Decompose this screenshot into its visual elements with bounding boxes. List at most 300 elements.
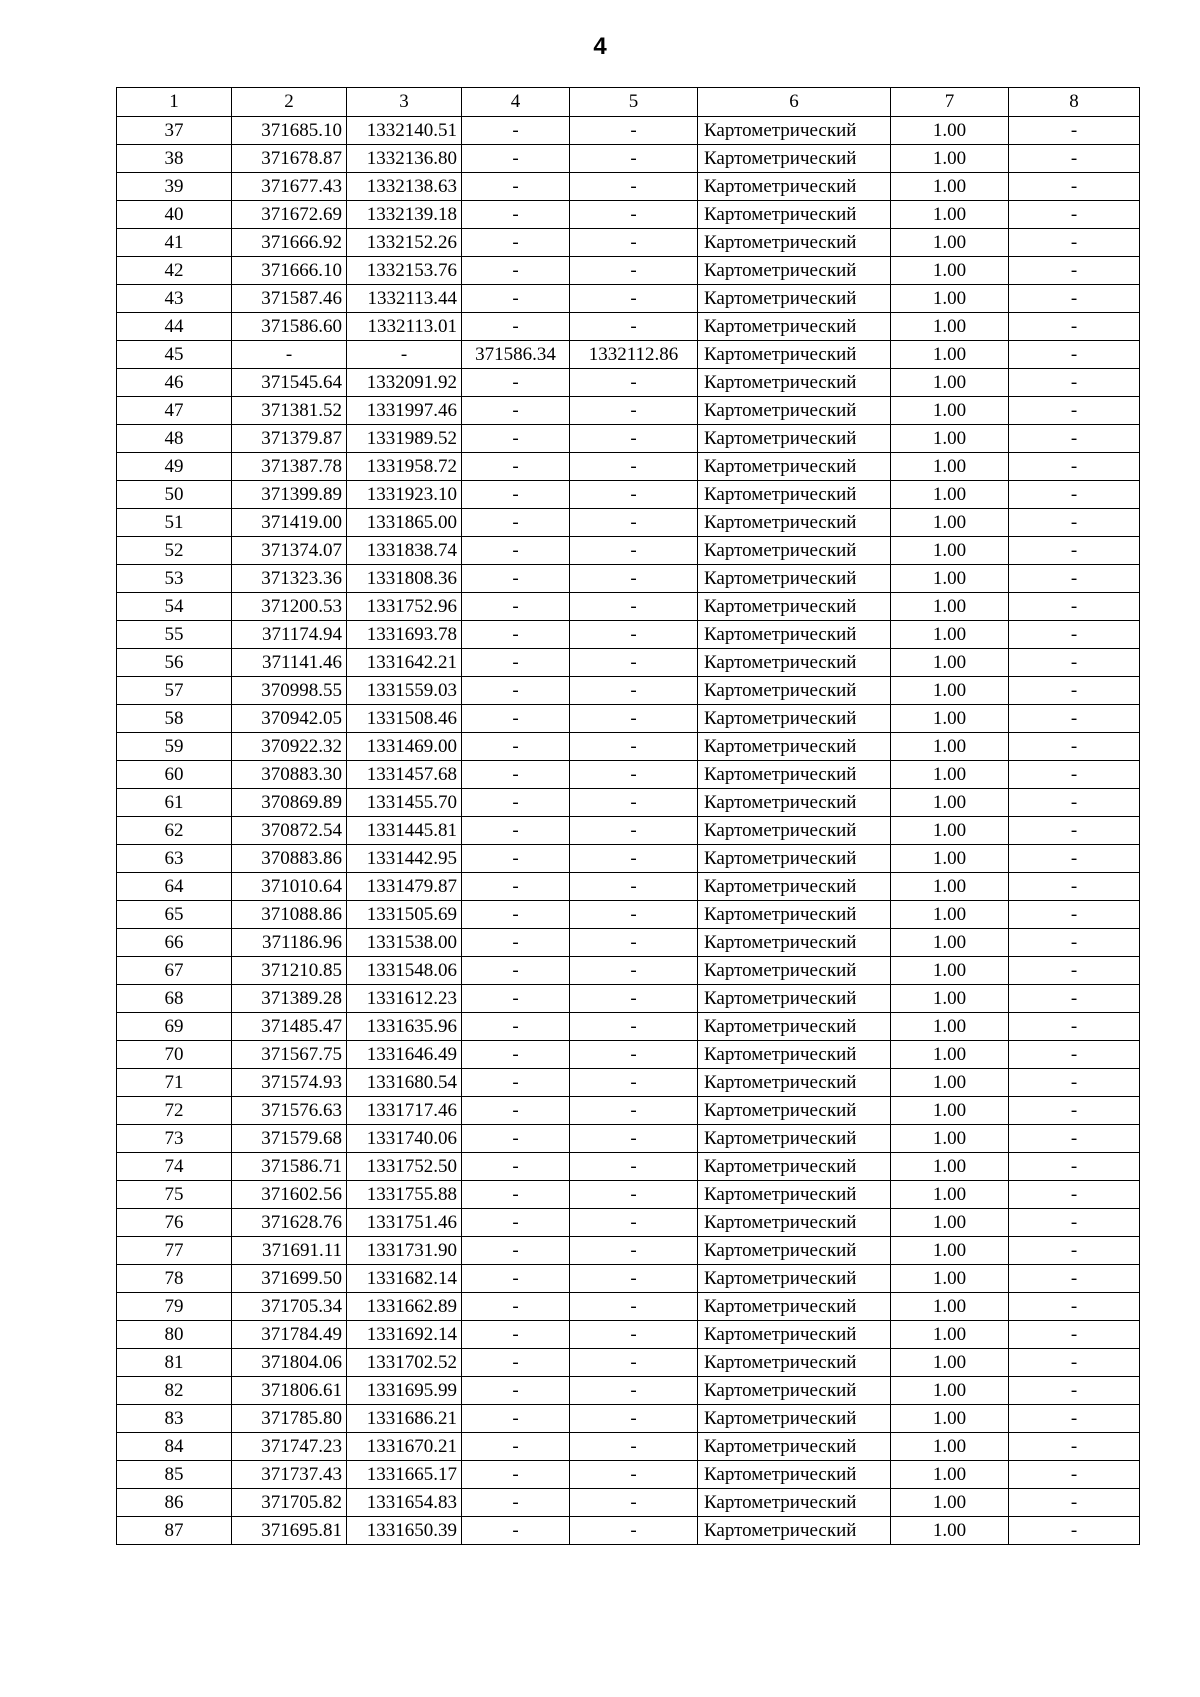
y-coordinate-cell: 1331469.00 (347, 733, 462, 761)
y-new-cell: 1332112.86 (570, 341, 698, 369)
accuracy-cell: 1.00 (891, 1237, 1009, 1265)
column-header-3: 3 (347, 88, 462, 117)
note-cell: - (1009, 1097, 1140, 1125)
method-cell: Картометрический (698, 313, 891, 341)
accuracy-cell: 1.00 (891, 1125, 1009, 1153)
method-cell: Картометрический (698, 649, 891, 677)
accuracy-cell: 1.00 (891, 1013, 1009, 1041)
accuracy-cell: 1.00 (891, 257, 1009, 285)
x-coordinate-cell: 371587.46 (232, 285, 347, 313)
accuracy-cell: 1.00 (891, 817, 1009, 845)
y-coordinate-cell: 1331538.00 (347, 929, 462, 957)
note-cell: - (1009, 453, 1140, 481)
y-coordinate-cell: 1331455.70 (347, 789, 462, 817)
note-cell: - (1009, 761, 1140, 789)
y-coordinate-cell: 1331838.74 (347, 537, 462, 565)
x-new-cell: - (462, 453, 570, 481)
accuracy-cell: 1.00 (891, 1097, 1009, 1125)
y-new-cell: - (570, 1013, 698, 1041)
table-row (117, 201, 1140, 229)
method-cell: Картометрический (698, 201, 891, 229)
column-header-7: 7 (891, 88, 1009, 117)
note-cell: - (1009, 1041, 1140, 1069)
table-row (117, 817, 1140, 845)
x-new-cell: - (462, 229, 570, 257)
y-coordinate-cell: 1331442.95 (347, 845, 462, 873)
x-coordinate-cell: 371379.87 (232, 425, 347, 453)
method-cell: Картометрический (698, 1069, 891, 1097)
method-cell: Картометрический (698, 1321, 891, 1349)
accuracy-cell: 1.00 (891, 173, 1009, 201)
accuracy-cell: 1.00 (891, 313, 1009, 341)
accuracy-cell: 1.00 (891, 1153, 1009, 1181)
x-new-cell: - (462, 1013, 570, 1041)
method-cell: Картометрический (698, 453, 891, 481)
y-new-cell: - (570, 621, 698, 649)
accuracy-cell: 1.00 (891, 1209, 1009, 1237)
x-new-cell: - (462, 257, 570, 285)
y-coordinate-cell: 1331665.17 (347, 1461, 462, 1489)
y-new-cell: - (570, 705, 698, 733)
point-number-cell: 76 (117, 1209, 232, 1237)
point-number-cell: 38 (117, 145, 232, 173)
method-cell: Картометрический (698, 817, 891, 845)
x-new-cell: - (462, 537, 570, 565)
accuracy-cell: 1.00 (891, 285, 1009, 313)
x-coordinate-cell: - (232, 341, 347, 369)
x-coordinate-cell: 371210.85 (232, 957, 347, 985)
table-row (117, 957, 1140, 985)
method-cell: Картометрический (698, 229, 891, 257)
table-row (117, 1489, 1140, 1517)
table-row (117, 593, 1140, 621)
point-number-cell: 59 (117, 733, 232, 761)
table-row (117, 117, 1140, 145)
table-row (117, 901, 1140, 929)
x-new-cell: - (462, 565, 570, 593)
table-row (117, 761, 1140, 789)
x-coordinate-cell: 370872.54 (232, 817, 347, 845)
table-row (117, 649, 1140, 677)
point-number-cell: 71 (117, 1069, 232, 1097)
y-coordinate-cell: 1331445.81 (347, 817, 462, 845)
y-new-cell: - (570, 145, 698, 173)
method-cell: Картометрический (698, 1041, 891, 1069)
note-cell: - (1009, 509, 1140, 537)
note-cell: - (1009, 1405, 1140, 1433)
x-coordinate-cell: 371666.10 (232, 257, 347, 285)
point-number-cell: 63 (117, 845, 232, 873)
y-coordinate-cell: 1331612.23 (347, 985, 462, 1013)
x-new-cell: - (462, 817, 570, 845)
table-row (117, 369, 1140, 397)
x-new-cell: - (462, 1041, 570, 1069)
y-new-cell: - (570, 845, 698, 873)
y-coordinate-cell: 1332138.63 (347, 173, 462, 201)
method-cell: Картометрический (698, 1181, 891, 1209)
point-number-cell: 42 (117, 257, 232, 285)
y-coordinate-cell: 1332153.76 (347, 257, 462, 285)
y-new-cell: - (570, 1237, 698, 1265)
x-new-cell: - (462, 1181, 570, 1209)
method-cell: Картометрический (698, 1461, 891, 1489)
table-body (117, 88, 1140, 1545)
x-coordinate-cell: 370883.30 (232, 761, 347, 789)
x-coordinate-cell: 371186.96 (232, 929, 347, 957)
x-coordinate-cell: 371485.47 (232, 1013, 347, 1041)
y-new-cell: - (570, 957, 698, 985)
page-number: 4 (593, 33, 607, 60)
table-row (117, 1517, 1140, 1545)
x-coordinate-cell: 371785.80 (232, 1405, 347, 1433)
x-coordinate-cell: 371010.64 (232, 873, 347, 901)
table-row (117, 145, 1140, 173)
point-number-cell: 48 (117, 425, 232, 453)
y-new-cell: - (570, 1433, 698, 1461)
method-cell: Картометрический (698, 1433, 891, 1461)
point-number-cell: 67 (117, 957, 232, 985)
x-new-cell: - (462, 1069, 570, 1097)
y-coordinate-cell: 1332152.26 (347, 229, 462, 257)
y-new-cell: - (570, 1489, 698, 1517)
table-row (117, 1041, 1140, 1069)
x-coordinate-cell: 371806.61 (232, 1377, 347, 1405)
accuracy-cell: 1.00 (891, 1349, 1009, 1377)
table-row (117, 845, 1140, 873)
point-number-cell: 61 (117, 789, 232, 817)
x-coordinate-cell: 371389.28 (232, 985, 347, 1013)
x-new-cell: - (462, 173, 570, 201)
note-cell: - (1009, 201, 1140, 229)
y-new-cell: - (570, 677, 698, 705)
note-cell: - (1009, 1069, 1140, 1097)
accuracy-cell: 1.00 (891, 621, 1009, 649)
method-cell: Картометрический (698, 537, 891, 565)
x-new-cell: - (462, 397, 570, 425)
accuracy-cell: 1.00 (891, 873, 1009, 901)
note-cell: - (1009, 285, 1140, 313)
note-cell: - (1009, 341, 1140, 369)
x-new-cell: - (462, 1349, 570, 1377)
method-cell: Картометрический (698, 873, 891, 901)
y-new-cell: - (570, 1293, 698, 1321)
y-coordinate-cell: 1331635.96 (347, 1013, 462, 1041)
x-coordinate-cell: 371088.86 (232, 901, 347, 929)
note-cell: - (1009, 1125, 1140, 1153)
y-new-cell: - (570, 1377, 698, 1405)
note-cell: - (1009, 1293, 1140, 1321)
y-coordinate-cell: 1332113.01 (347, 313, 462, 341)
x-new-cell: - (462, 313, 570, 341)
method-cell: Картометрический (698, 1153, 891, 1181)
table-row (117, 705, 1140, 733)
table-row (117, 229, 1140, 257)
point-number-cell: 58 (117, 705, 232, 733)
table-row (117, 1377, 1140, 1405)
point-number-cell: 43 (117, 285, 232, 313)
table-row (117, 1321, 1140, 1349)
point-number-cell: 64 (117, 873, 232, 901)
y-new-cell: - (570, 985, 698, 1013)
note-cell: - (1009, 1517, 1140, 1545)
point-number-cell: 66 (117, 929, 232, 957)
method-cell: Картометрический (698, 369, 891, 397)
note-cell: - (1009, 565, 1140, 593)
y-coordinate-cell: 1331731.90 (347, 1237, 462, 1265)
note-cell: - (1009, 1265, 1140, 1293)
note-cell: - (1009, 705, 1140, 733)
y-coordinate-cell: 1331693.78 (347, 621, 462, 649)
point-number-cell: 83 (117, 1405, 232, 1433)
table-row (117, 313, 1140, 341)
x-new-cell: - (462, 1209, 570, 1237)
y-coordinate-cell: - (347, 341, 462, 369)
x-new-cell: - (462, 481, 570, 509)
table-row (117, 397, 1140, 425)
table-row (117, 1097, 1140, 1125)
table-row (117, 1013, 1140, 1041)
x-coordinate-cell: 370922.32 (232, 733, 347, 761)
accuracy-cell: 1.00 (891, 201, 1009, 229)
y-coordinate-cell: 1331479.87 (347, 873, 462, 901)
y-new-cell: - (570, 537, 698, 565)
point-number-cell: 75 (117, 1181, 232, 1209)
y-new-cell: - (570, 1097, 698, 1125)
y-coordinate-cell: 1332091.92 (347, 369, 462, 397)
y-coordinate-cell: 1331997.46 (347, 397, 462, 425)
point-number-cell: 56 (117, 649, 232, 677)
x-coordinate-cell: 371628.76 (232, 1209, 347, 1237)
point-number-cell: 41 (117, 229, 232, 257)
note-cell: - (1009, 1349, 1140, 1377)
point-number-cell: 74 (117, 1153, 232, 1181)
x-new-cell: - (462, 1321, 570, 1349)
y-coordinate-cell: 1331958.72 (347, 453, 462, 481)
y-coordinate-cell: 1331686.21 (347, 1405, 462, 1433)
note-cell: - (1009, 901, 1140, 929)
note-cell: - (1009, 1433, 1140, 1461)
y-coordinate-cell: 1331923.10 (347, 481, 462, 509)
point-number-cell: 57 (117, 677, 232, 705)
y-coordinate-cell: 1331717.46 (347, 1097, 462, 1125)
x-new-cell: - (462, 901, 570, 929)
note-cell: - (1009, 145, 1140, 173)
y-coordinate-cell: 1331680.54 (347, 1069, 462, 1097)
y-new-cell: - (570, 565, 698, 593)
note-cell: - (1009, 1377, 1140, 1405)
x-new-cell: - (462, 117, 570, 145)
point-number-cell: 62 (117, 817, 232, 845)
method-cell: Картометрический (698, 173, 891, 201)
y-new-cell: - (570, 481, 698, 509)
method-cell: Картометрический (698, 1293, 891, 1321)
y-new-cell: - (570, 117, 698, 145)
x-new-cell: - (462, 1097, 570, 1125)
table-row (117, 873, 1140, 901)
x-new-cell: - (462, 593, 570, 621)
accuracy-cell: 1.00 (891, 901, 1009, 929)
accuracy-cell: 1.00 (891, 1433, 1009, 1461)
point-number-cell: 51 (117, 509, 232, 537)
accuracy-cell: 1.00 (891, 481, 1009, 509)
note-cell: - (1009, 117, 1140, 145)
x-coordinate-cell: 371586.71 (232, 1153, 347, 1181)
x-new-cell: 371586.34 (462, 341, 570, 369)
method-cell: Картометрический (698, 285, 891, 313)
column-header-8: 8 (1009, 88, 1140, 117)
table-row (117, 341, 1140, 369)
x-coordinate-cell: 371545.64 (232, 369, 347, 397)
x-coordinate-cell: 371141.46 (232, 649, 347, 677)
x-new-cell: - (462, 285, 570, 313)
x-new-cell: - (462, 845, 570, 873)
x-new-cell: - (462, 789, 570, 817)
y-coordinate-cell: 1331670.21 (347, 1433, 462, 1461)
y-coordinate-cell: 1331457.68 (347, 761, 462, 789)
column-header-5: 5 (570, 88, 698, 117)
y-coordinate-cell: 1331865.00 (347, 509, 462, 537)
x-new-cell: - (462, 1237, 570, 1265)
y-new-cell: - (570, 229, 698, 257)
x-new-cell: - (462, 929, 570, 957)
x-coordinate-cell: 371174.94 (232, 621, 347, 649)
y-coordinate-cell: 1331755.88 (347, 1181, 462, 1209)
y-coordinate-cell: 1332136.80 (347, 145, 462, 173)
note-cell: - (1009, 873, 1140, 901)
y-coordinate-cell: 1331702.52 (347, 1349, 462, 1377)
point-number-cell: 55 (117, 621, 232, 649)
accuracy-cell: 1.00 (891, 1069, 1009, 1097)
header-row (117, 88, 1140, 117)
note-cell: - (1009, 257, 1140, 285)
x-new-cell: - (462, 1265, 570, 1293)
coordinates-table (116, 87, 1140, 1545)
note-cell: - (1009, 929, 1140, 957)
point-number-cell: 39 (117, 173, 232, 201)
x-new-cell: - (462, 425, 570, 453)
x-new-cell: - (462, 1433, 570, 1461)
note-cell: - (1009, 173, 1140, 201)
note-cell: - (1009, 1237, 1140, 1265)
x-new-cell: - (462, 369, 570, 397)
y-new-cell: - (570, 1517, 698, 1545)
x-coordinate-cell: 371323.36 (232, 565, 347, 593)
y-new-cell: - (570, 369, 698, 397)
x-coordinate-cell: 371574.93 (232, 1069, 347, 1097)
x-coordinate-cell: 371419.00 (232, 509, 347, 537)
method-cell: Картометрический (698, 425, 891, 453)
x-coordinate-cell: 371672.69 (232, 201, 347, 229)
method-cell: Картометрический (698, 985, 891, 1013)
y-new-cell: - (570, 1321, 698, 1349)
note-cell: - (1009, 1181, 1140, 1209)
method-cell: Картометрический (698, 733, 891, 761)
y-coordinate-cell: 1331642.21 (347, 649, 462, 677)
point-number-cell: 45 (117, 341, 232, 369)
point-number-cell: 77 (117, 1237, 232, 1265)
method-cell: Картометрический (698, 929, 891, 957)
x-new-cell: - (462, 1377, 570, 1405)
x-new-cell: - (462, 1293, 570, 1321)
point-number-cell: 85 (117, 1461, 232, 1489)
x-coordinate-cell: 371200.53 (232, 593, 347, 621)
accuracy-cell: 1.00 (891, 565, 1009, 593)
y-new-cell: - (570, 257, 698, 285)
x-coordinate-cell: 371737.43 (232, 1461, 347, 1489)
method-cell: Картометрический (698, 789, 891, 817)
x-coordinate-cell: 370998.55 (232, 677, 347, 705)
accuracy-cell: 1.00 (891, 369, 1009, 397)
method-cell: Картометрический (698, 1013, 891, 1041)
note-cell: - (1009, 1461, 1140, 1489)
note-cell: - (1009, 817, 1140, 845)
accuracy-cell: 1.00 (891, 761, 1009, 789)
y-new-cell: - (570, 201, 698, 229)
accuracy-cell: 1.00 (891, 1181, 1009, 1209)
y-new-cell: - (570, 761, 698, 789)
table-row (117, 1069, 1140, 1097)
y-new-cell: - (570, 1405, 698, 1433)
point-number-cell: 40 (117, 201, 232, 229)
method-cell: Картометрический (698, 1209, 891, 1237)
y-new-cell: - (570, 733, 698, 761)
x-coordinate-cell: 370869.89 (232, 789, 347, 817)
method-cell: Картометрический (698, 565, 891, 593)
y-new-cell: - (570, 425, 698, 453)
note-cell: - (1009, 845, 1140, 873)
method-cell: Картометрический (698, 677, 891, 705)
accuracy-cell: 1.00 (891, 845, 1009, 873)
point-number-cell: 84 (117, 1433, 232, 1461)
accuracy-cell: 1.00 (891, 649, 1009, 677)
y-coordinate-cell: 1331692.14 (347, 1321, 462, 1349)
note-cell: - (1009, 677, 1140, 705)
table-row (117, 1209, 1140, 1237)
accuracy-cell: 1.00 (891, 341, 1009, 369)
y-coordinate-cell: 1331505.69 (347, 901, 462, 929)
accuracy-cell: 1.00 (891, 1321, 1009, 1349)
y-coordinate-cell: 1331548.06 (347, 957, 462, 985)
point-number-cell: 86 (117, 1489, 232, 1517)
x-coordinate-cell: 371579.68 (232, 1125, 347, 1153)
accuracy-cell: 1.00 (891, 985, 1009, 1013)
accuracy-cell: 1.00 (891, 453, 1009, 481)
column-header-2: 2 (232, 88, 347, 117)
x-new-cell: - (462, 957, 570, 985)
y-coordinate-cell: 1331752.50 (347, 1153, 462, 1181)
accuracy-cell: 1.00 (891, 1405, 1009, 1433)
column-header-6: 6 (698, 88, 891, 117)
point-number-cell: 47 (117, 397, 232, 425)
note-cell: - (1009, 957, 1140, 985)
note-cell: - (1009, 1153, 1140, 1181)
y-coordinate-cell: 1331650.39 (347, 1517, 462, 1545)
method-cell: Картометрический (698, 257, 891, 285)
accuracy-cell: 1.00 (891, 1041, 1009, 1069)
table-row (117, 1125, 1140, 1153)
table-row (117, 1405, 1140, 1433)
table-row (117, 565, 1140, 593)
note-cell: - (1009, 985, 1140, 1013)
y-new-cell: - (570, 1265, 698, 1293)
note-cell: - (1009, 1489, 1140, 1517)
table-row (117, 1181, 1140, 1209)
point-number-cell: 54 (117, 593, 232, 621)
accuracy-cell: 1.00 (891, 1517, 1009, 1545)
y-coordinate-cell: 1332113.44 (347, 285, 462, 313)
table-row (117, 621, 1140, 649)
method-cell: Картометрический (698, 1489, 891, 1517)
